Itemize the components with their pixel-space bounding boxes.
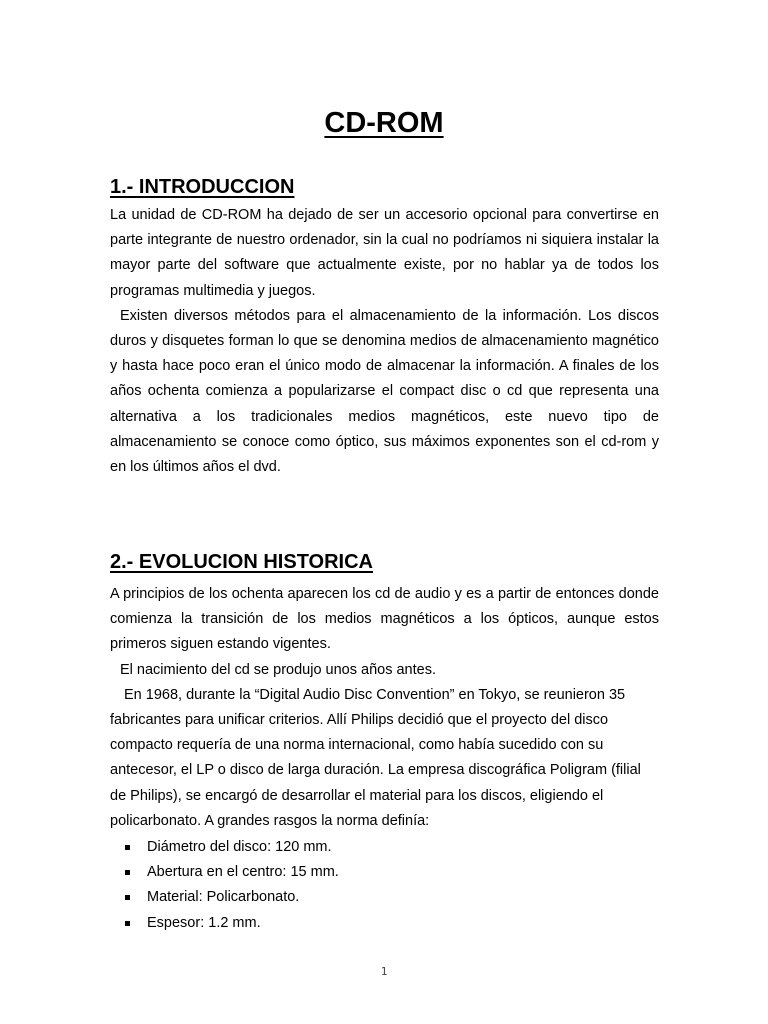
specification-text: Diámetro del disco: 120 mm.: [147, 839, 332, 855]
document-title: [0, 103, 768, 143]
introduction-heading: 1.- INTRODUCCION: [110, 175, 295, 198]
introduction-paragraph-1: La unidad de CD-ROM ha dejado de ser un accesorio opcional para convertirse en parte integrante de nuestro ordenador, sin la cual no podríamos ni siquiera instalar la mayor parte del software que actualmente existe, por no hablar ya de todos los programas multimedia y juegos.: [110, 207, 659, 299]
history-paragraph-2: El nacimiento del cd se produjo unos años antes.: [120, 661, 436, 678]
square-bullet-icon: [125, 921, 130, 926]
history-section: [110, 582, 659, 834]
history-paragraph-3: En 1968, durante la “Digital Audio Disc Convention” en Tokyo, se reunieron 35 fabricantes para unificar criterios. Allí Philips decidió que el proyecto del disco compacto requería de una norma internacional, como había sucedido con su antecesor, el LP o disco de larga duración. La empresa discográfica Poligram (filial de Philips), se encargó de desarrollar el material para los discos, eligiendo el policarbonato. A grandes rasgos la norma definía:: [110, 686, 641, 829]
square-bullet-icon: [125, 845, 130, 850]
specification-list-item: [110, 911, 610, 936]
square-bullet-icon: [125, 870, 130, 875]
specification-list-item: [110, 885, 610, 910]
square-bullet-icon: [125, 895, 130, 900]
page-number: 1: [380, 965, 388, 978]
history-heading: 2.- EVOLUCION HISTORICA: [110, 550, 373, 573]
specification-text: Material: Policarbonato.: [147, 889, 300, 906]
introduction-paragraph-2: Existen diversos métodos para el almacenamiento de la información. Los discos duros y disquetes forman lo que se denomina medios de almacenamiento magnético y hasta hace poco eran el único modo de almacenar la información. A finales de los años ochenta comienza a popularizarse el compact disc o cd que representa una alternativa a los tradicionales medios magnéticos, este nuevo tipo de almacenamiento se conoce como óptico, sus máximos exponentes son el cd-rom y en los últimos años el dvd.: [110, 307, 659, 476]
disc-specifications-list: [110, 835, 610, 936]
specification-text: Abertura en el centro: 15 mm.: [147, 864, 339, 881]
specification-text: Espesor: 1.2 mm.: [147, 914, 261, 931]
specification-list-item: [110, 860, 610, 885]
history-paragraph-1: A principios de los ochenta aparecen los cd de audio y es a partir de entonces donde comienza la transición de los medios magnéticos a los ópticos, aunque estos primeros siguen estando vigentes.: [110, 586, 659, 653]
specification-list-item: [110, 835, 610, 860]
introduction-section: [110, 203, 659, 480]
document-title-text: CD-ROM: [324, 107, 444, 140]
